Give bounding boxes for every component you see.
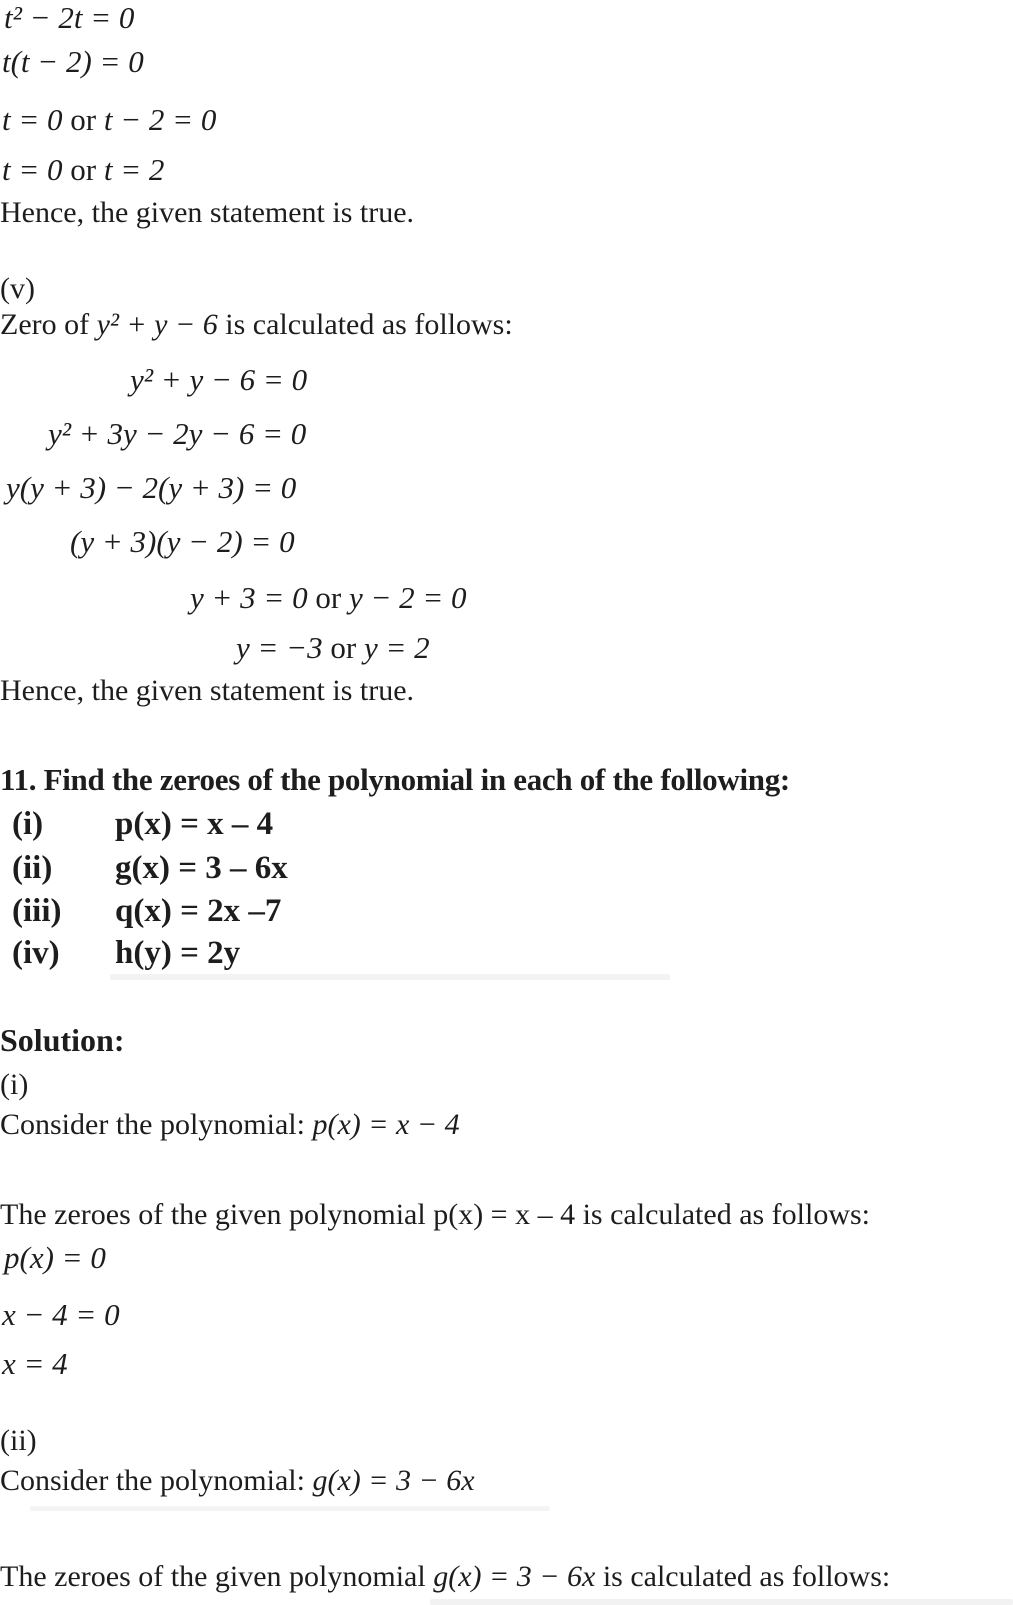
- consider-text: Consider the polynomial:: [0, 1108, 313, 1141]
- equation-t-factored: t(t − 2) = 0: [2, 44, 144, 79]
- conclusion-text: Hence, the given statement is true.: [0, 196, 415, 229]
- zeroes-text: is calculated as follows:: [595, 1560, 891, 1593]
- item-marker: (i): [12, 806, 44, 842]
- math-segment: y = 2: [363, 630, 430, 665]
- math-segment: y² + y − 6: [96, 308, 218, 341]
- solution-heading: Solution:: [0, 1022, 125, 1058]
- part-v-intro: [0, 308, 513, 343]
- equation-y-grouped: y(y + 3) − 2(y + 3) = 0: [6, 470, 297, 505]
- item-formula: g(x) = 3 – 6x: [115, 850, 288, 886]
- item-marker: (iii): [12, 893, 62, 929]
- equation-y-factored: (y + 3)(y − 2) = 0: [70, 524, 295, 559]
- consider-line: [0, 1108, 460, 1143]
- math-segment: g(x) = 3 − 6x: [433, 1560, 596, 1593]
- equation-y-split: y² + 3y − 2y − 6 = 0: [48, 416, 307, 451]
- scan-artifact: [30, 1506, 550, 1511]
- math-segment: g(x) = 3 − 6x: [312, 1464, 475, 1497]
- equation-px-zero: p(x) = 0: [4, 1240, 106, 1275]
- consider-text: Consider the polynomial:: [0, 1464, 313, 1497]
- equation-t-or-cases: [2, 102, 216, 138]
- or-connector: or: [307, 580, 349, 615]
- zeroes-line: The zeroes of the given polynomial p(x) = x – 4 is calculated as follows:: [0, 1198, 871, 1231]
- math-segment: t − 2 = 0: [103, 102, 217, 137]
- zeroes-text: The zeroes of the given polynomial: [0, 1560, 434, 1593]
- equation-x-minus-4: x − 4 = 0: [2, 1297, 120, 1332]
- equation-y-or-cases: [190, 580, 467, 616]
- question-item: [12, 893, 281, 931]
- math-segment: p(x) = x − 4: [312, 1108, 460, 1141]
- math-segment: y + 3 = 0: [190, 580, 308, 615]
- intro-text: Zero of: [0, 308, 97, 341]
- equation-y-solutions: [236, 630, 430, 666]
- or-connector: or: [62, 102, 104, 137]
- or-connector: or: [322, 630, 364, 665]
- item-formula: h(y) = 2y: [115, 935, 241, 971]
- math-segment: y − 2 = 0: [348, 580, 467, 615]
- math-segment: y = −3: [236, 630, 323, 665]
- math-segment: t = 2: [103, 152, 165, 187]
- intro-text: is calculated as follows:: [217, 308, 513, 341]
- question-item: [12, 850, 288, 888]
- question-item: [12, 935, 240, 973]
- consider-line: [0, 1464, 475, 1499]
- equation-y-quadratic: y² + y − 6 = 0: [130, 362, 308, 397]
- solution-part-i-marker: (i): [0, 1068, 29, 1101]
- math-segment: t = 0: [2, 152, 63, 187]
- item-formula: q(x) = 2x –7: [115, 893, 282, 929]
- equation-x-equals-4: x = 4: [2, 1346, 68, 1381]
- equation-t-squared: t² − 2t = 0: [4, 0, 135, 35]
- equation-t-solutions: [2, 152, 164, 188]
- question-heading: 11. Find the zeroes of the polynomial in each of the following:: [0, 762, 790, 797]
- scan-artifact: [430, 1599, 1013, 1605]
- or-connector: or: [62, 152, 104, 187]
- item-marker: (iv): [12, 935, 60, 971]
- question-item: [12, 806, 273, 844]
- math-segment: t = 0: [2, 102, 63, 137]
- part-v-marker: (v): [0, 272, 35, 305]
- solution-part-ii-marker: (ii): [0, 1424, 37, 1457]
- item-marker: (ii): [12, 850, 53, 886]
- item-formula: p(x) = x – 4: [115, 806, 274, 842]
- scan-artifact: [110, 974, 670, 980]
- zeroes-line: [0, 1560, 890, 1595]
- conclusion-text: Hence, the given statement is true.: [0, 674, 415, 707]
